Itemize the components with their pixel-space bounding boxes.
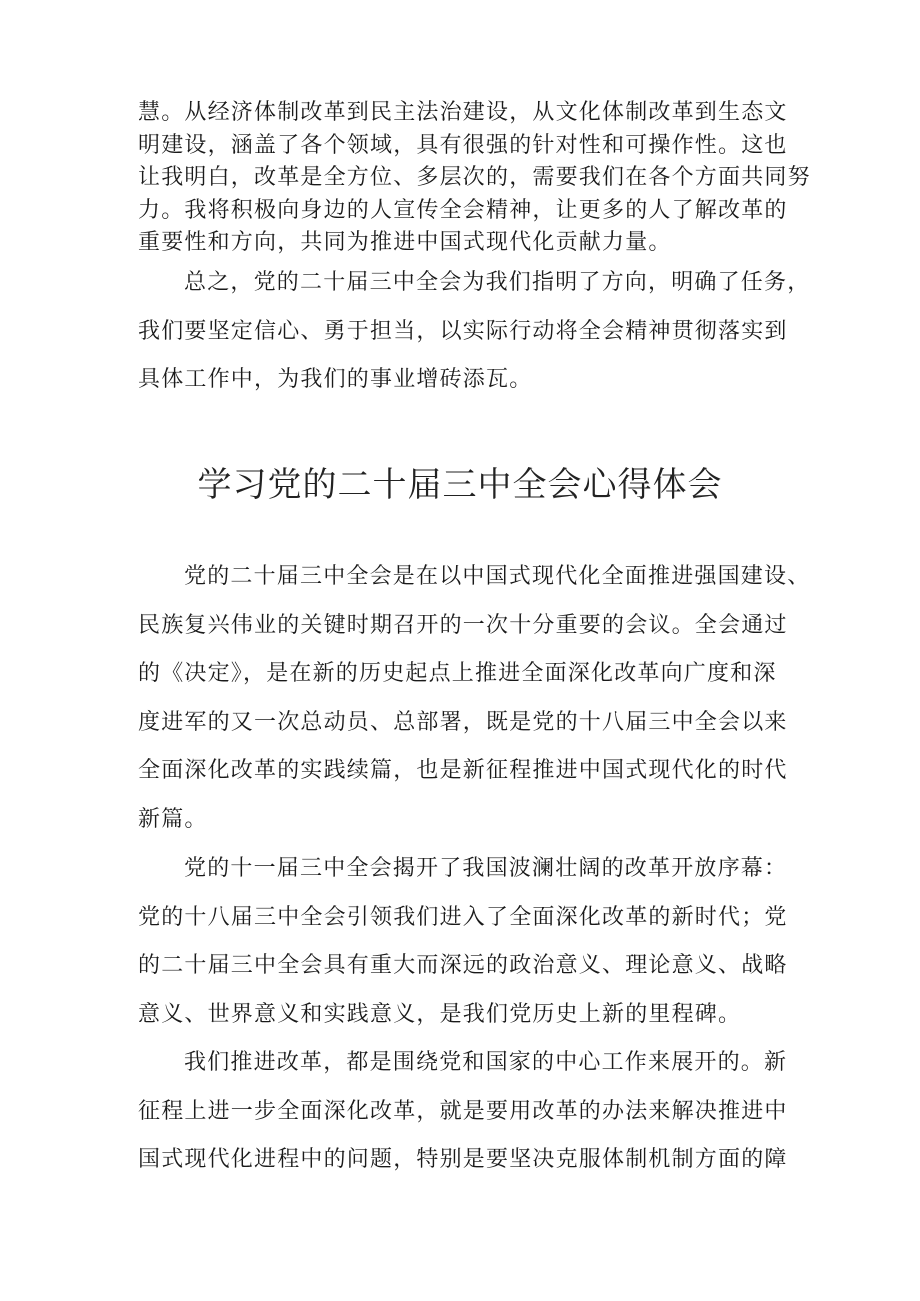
paragraph-line: 新篇。: [138, 806, 208, 832]
paragraph-line: 明建设，涵盖了各个领域，具有很强的针对性和可操作性。这也: [138, 132, 788, 158]
paragraph-3: [138, 1039, 798, 1185]
paragraph-line: 全面深化改革的实践续篇，也是新征程推进中国式现代化的时代: [138, 758, 788, 784]
paragraph-line: 具体工作中，为我们的事业增砖添瓦。: [138, 367, 533, 393]
intro-paragraph: [138, 97, 811, 260]
paragraph-line: 意义、世界意义和实践意义，是我们党历史上新的里程碑。: [138, 1001, 742, 1027]
conclusion-paragraph: [138, 259, 811, 405]
paragraph-line: 国式现代化进程中的问题，特别是要坚决克服体制机制方面的障: [138, 1147, 788, 1173]
paragraph-line: 我们要坚定信心、勇于担当，以实际行动将全会精神贯彻落实到: [138, 318, 788, 344]
paragraph-line: 我们推进改革，都是围绕党和国家的中心工作来展开的。新: [184, 1050, 788, 1075]
paragraph-line: 重要性和方向，共同为推进中国式现代化贡献力量。: [138, 230, 672, 256]
document-title: 学习党的二十届三中全会心得体会: [197, 465, 723, 505]
paragraph-2: [138, 845, 798, 1039]
paragraph-line: 力。我将积极向身边的人宣传全会精神，让更多的人了解改革的: [138, 197, 788, 223]
paragraph-line: 的二十届三中全会具有重大而深远的政治意义、理论意义、战略: [138, 953, 788, 979]
paragraph-line: 党的十一届三中全会揭开了我国波澜壮阔的改革开放序幕：: [184, 856, 788, 881]
paragraph-line: 慧。从经济体制改革到民主法治建设，从文化体制改革到生态文: [138, 100, 788, 125]
paragraph-line: 度进军的又一次总动员、总部署，既是党的十八届三中全会以来: [138, 709, 788, 735]
paragraph-line: 党的二十届三中全会是在以中国式现代化全面推进强国建设、: [184, 564, 811, 589]
paragraph-line: 征程上进一步全面深化改革，就是要用改革的办法来解决推进中: [138, 1098, 788, 1124]
paragraph-line: 让我明白，改革是全方位、多层次的，需要我们在各个方面共同努: [138, 165, 811, 191]
paragraph-line: 民族复兴伟业的关键时期召开的一次十分重要的会议。全会通过: [138, 612, 788, 638]
paragraph-line: 总之，党的二十届三中全会为我们指明了方向，明确了任务，: [184, 270, 811, 295]
paragraph-line: 的《决定》，是在新的历史起点上推进全面深化改革向广度和深: [138, 661, 777, 687]
paragraph-1: [138, 553, 811, 845]
paragraph-line: 党的十八届三中全会引领我们进入了全面深化改革的新时代；党: [138, 904, 788, 930]
